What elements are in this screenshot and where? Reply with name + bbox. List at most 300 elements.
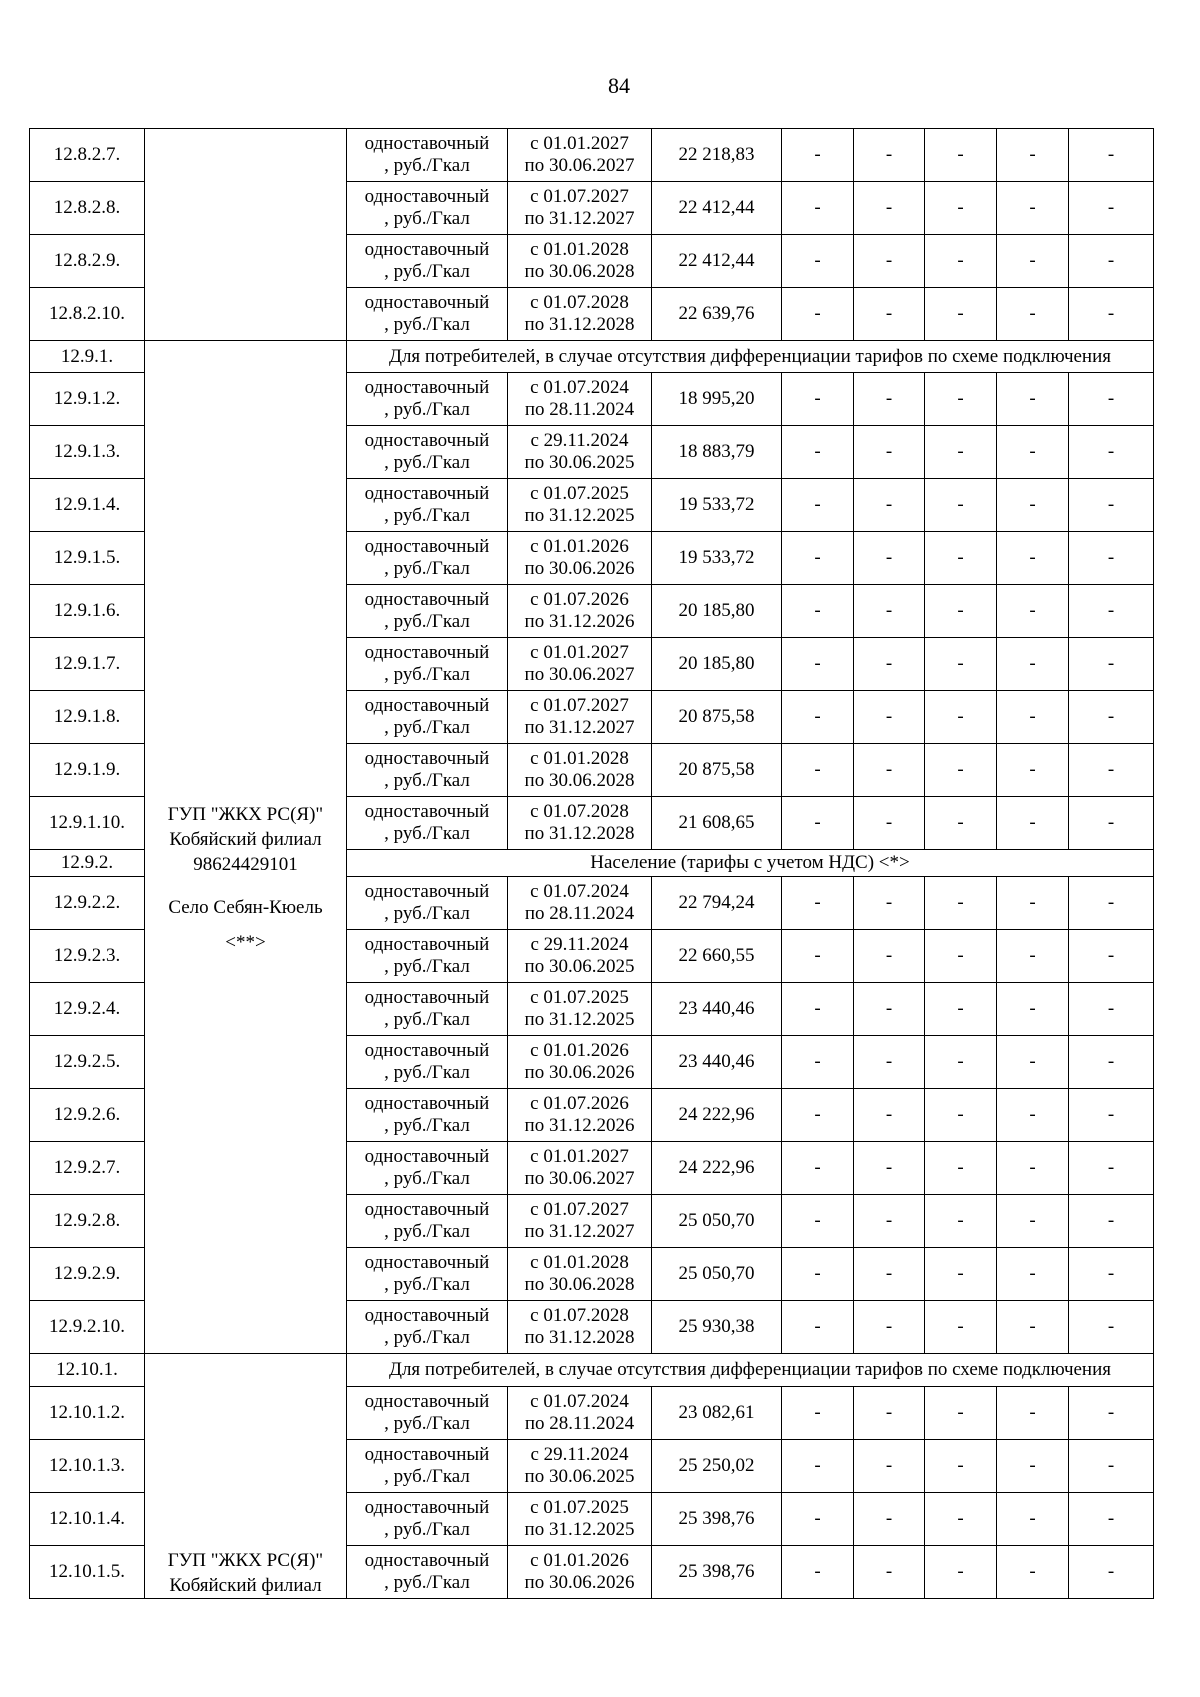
- period-to: по 31.12.2028: [524, 314, 635, 335]
- organization-paragraph: [147, 802, 344, 877]
- organization-cell: [145, 341, 347, 1354]
- period-from: с 01.01.2028: [530, 239, 629, 260]
- dash-cell: -: [925, 877, 997, 930]
- tariff-type: одноставочный: [364, 987, 490, 1008]
- tariff-type-cell: [347, 1036, 508, 1089]
- dash-cell: -: [925, 532, 997, 585]
- period-to: по 30.06.2028: [524, 770, 635, 791]
- tariff-unit: , руб./Гкал: [384, 1274, 470, 1295]
- tariff-type-cell: [347, 1440, 508, 1493]
- row-number: 12.9.1.: [30, 341, 145, 373]
- tariff-unit: , руб./Гкал: [384, 558, 470, 579]
- organization-line: Кобяйский филиал: [169, 1575, 322, 1596]
- tariff-type: одноставочный: [364, 1497, 490, 1518]
- dash-cell: -: [1069, 426, 1154, 479]
- tariff-unit: , руб./Гкал: [384, 314, 470, 335]
- dash-cell: -: [997, 1387, 1069, 1440]
- dash-cell: -: [782, 1546, 854, 1599]
- tariff-unit: , руб./Гкал: [384, 1168, 470, 1189]
- dash-cell: -: [854, 1493, 925, 1546]
- dash-cell: -: [925, 691, 997, 744]
- tariff-value: 25 930,38: [652, 1301, 782, 1354]
- row-number: 12.9.2.9.: [30, 1248, 145, 1301]
- period-cell: [508, 1142, 652, 1195]
- dash-cell: -: [1069, 1493, 1154, 1546]
- tariff-type-cell: [347, 532, 508, 585]
- dash-cell: -: [997, 1546, 1069, 1599]
- row-number: 12.9.2.2.: [30, 877, 145, 930]
- dash-cell: -: [782, 1440, 854, 1493]
- tariff-value: 22 639,76: [652, 288, 782, 341]
- tariff-table: [29, 128, 1154, 1599]
- dash-cell: -: [782, 638, 854, 691]
- tariff-type: одноставочный: [364, 186, 490, 207]
- dash-cell: -: [925, 1301, 997, 1354]
- dash-cell: -: [854, 797, 925, 850]
- dash-cell: -: [1069, 235, 1154, 288]
- dash-cell: -: [997, 797, 1069, 850]
- period-to: по 31.12.2027: [524, 1221, 635, 1242]
- dash-cell: -: [782, 983, 854, 1036]
- period-from: с 01.07.2024: [530, 377, 629, 398]
- tariff-unit: , руб./Гкал: [384, 1572, 470, 1593]
- period-cell: [508, 1248, 652, 1301]
- period-from: с 01.07.2025: [530, 483, 629, 504]
- dash-cell: -: [854, 638, 925, 691]
- tariff-type-cell: [347, 638, 508, 691]
- dash-cell: -: [854, 235, 925, 288]
- period-to: по 31.12.2026: [524, 1115, 635, 1136]
- dash-cell: -: [854, 1301, 925, 1354]
- tariff-type-cell: [347, 1301, 508, 1354]
- dash-cell: -: [925, 1387, 997, 1440]
- tariff-type-cell: [347, 479, 508, 532]
- tariff-value: 25 050,70: [652, 1248, 782, 1301]
- dash-cell: -: [997, 129, 1069, 182]
- dash-cell: -: [782, 1301, 854, 1354]
- section-row: [30, 341, 1154, 373]
- dash-cell: -: [997, 983, 1069, 1036]
- period-to: по 28.11.2024: [524, 1413, 635, 1434]
- dash-cell: -: [997, 1089, 1069, 1142]
- dash-cell: -: [854, 1195, 925, 1248]
- tariff-unit: , руб./Гкал: [384, 155, 470, 176]
- dash-cell: -: [997, 1301, 1069, 1354]
- organization-paragraph: [147, 895, 344, 920]
- dash-cell: -: [1069, 1440, 1154, 1493]
- period-to: по 30.06.2027: [524, 155, 635, 176]
- dash-cell: -: [997, 1036, 1069, 1089]
- period-cell: [508, 1089, 652, 1142]
- period-to: по 31.12.2025: [524, 1009, 635, 1030]
- dash-cell: -: [997, 1440, 1069, 1493]
- dash-cell: -: [782, 1387, 854, 1440]
- period-cell: [508, 129, 652, 182]
- period-to: по 30.06.2026: [524, 1572, 635, 1593]
- dash-cell: -: [997, 1142, 1069, 1195]
- dash-cell: -: [782, 479, 854, 532]
- tariff-type: одноставочный: [364, 881, 490, 902]
- tariff-unit: , руб./Гкал: [384, 1009, 470, 1030]
- row-number: 12.9.2.: [30, 850, 145, 877]
- dash-cell: -: [925, 1089, 997, 1142]
- row-number: 12.10.1.5.: [30, 1546, 145, 1599]
- dash-cell: -: [925, 182, 997, 235]
- tariff-unit: , руб./Гкал: [384, 1221, 470, 1242]
- period-from: с 01.07.2028: [530, 1305, 629, 1326]
- tariff-unit: , руб./Гкал: [384, 956, 470, 977]
- row-number: 12.9.1.7.: [30, 638, 145, 691]
- tariff-value: 23 082,61: [652, 1387, 782, 1440]
- dash-cell: -: [854, 1248, 925, 1301]
- dash-cell: -: [1069, 288, 1154, 341]
- dash-cell: -: [925, 1546, 997, 1599]
- period-from: с 29.11.2024: [530, 934, 629, 955]
- dash-cell: -: [1069, 691, 1154, 744]
- tariff-value: 24 222,96: [652, 1089, 782, 1142]
- tariff-type: одноставочный: [364, 483, 490, 504]
- period-to: по 31.12.2028: [524, 823, 635, 844]
- tariff-value: 19 533,72: [652, 532, 782, 585]
- period-from: с 01.07.2028: [530, 801, 629, 822]
- tariff-type: одноставочный: [364, 1444, 490, 1465]
- dash-cell: -: [782, 744, 854, 797]
- table-row: [30, 129, 1154, 182]
- tariff-value: 19 533,72: [652, 479, 782, 532]
- tariff-type-cell: [347, 235, 508, 288]
- tariff-type: одноставочный: [364, 1199, 490, 1220]
- period-from: с 01.07.2026: [530, 1093, 629, 1114]
- period-cell: [508, 638, 652, 691]
- organization-paragraph: [147, 1548, 344, 1598]
- dash-cell: -: [1069, 983, 1154, 1036]
- dash-cell: -: [782, 235, 854, 288]
- dash-cell: -: [997, 1195, 1069, 1248]
- dash-cell: -: [782, 585, 854, 638]
- dash-cell: -: [997, 288, 1069, 341]
- tariff-type-cell: [347, 288, 508, 341]
- dash-cell: -: [925, 1195, 997, 1248]
- period-cell: [508, 288, 652, 341]
- tariff-unit: , руб./Гкал: [384, 903, 470, 924]
- row-number: 12.9.1.3.: [30, 426, 145, 479]
- tariff-type: одноставочный: [364, 934, 490, 955]
- period-from: с 01.07.2025: [530, 1497, 629, 1518]
- organization-line: ГУП "ЖКХ РС(Я)": [167, 1550, 324, 1571]
- tariff-unit: , руб./Гкал: [384, 823, 470, 844]
- dash-cell: -: [997, 691, 1069, 744]
- tariff-unit: , руб./Гкал: [384, 505, 470, 526]
- dash-cell: -: [854, 1142, 925, 1195]
- period-from: с 01.01.2027: [530, 133, 629, 154]
- row-number: 12.8.2.8.: [30, 182, 145, 235]
- tariff-type-cell: [347, 1248, 508, 1301]
- tariff-type-cell: [347, 1387, 508, 1440]
- tariff-unit: , руб./Гкал: [384, 1115, 470, 1136]
- organization-cell: [145, 129, 347, 341]
- dash-cell: -: [854, 1546, 925, 1599]
- dash-cell: -: [1069, 1195, 1154, 1248]
- tariff-unit: , руб./Гкал: [384, 611, 470, 632]
- organization-line: 98624429101: [193, 854, 298, 875]
- tariff-value: 18 883,79: [652, 426, 782, 479]
- row-number: 12.9.2.5.: [30, 1036, 145, 1089]
- dash-cell: -: [782, 532, 854, 585]
- dash-cell: -: [1069, 182, 1154, 235]
- tariff-type: одноставочный: [364, 1093, 490, 1114]
- dash-cell: -: [782, 1493, 854, 1546]
- dash-cell: -: [925, 797, 997, 850]
- dash-cell: -: [854, 182, 925, 235]
- row-number: 12.9.2.3.: [30, 930, 145, 983]
- dash-cell: -: [854, 691, 925, 744]
- row-number: 12.8.2.10.: [30, 288, 145, 341]
- period-from: с 01.07.2025: [530, 987, 629, 1008]
- dash-cell: -: [997, 532, 1069, 585]
- dash-cell: -: [997, 426, 1069, 479]
- tariff-value: 20 185,80: [652, 638, 782, 691]
- dash-cell: -: [997, 1248, 1069, 1301]
- period-cell: [508, 744, 652, 797]
- tariff-value: 25 250,02: [652, 1440, 782, 1493]
- row-number: 12.10.1.3.: [30, 1440, 145, 1493]
- period-from: с 29.11.2024: [530, 1444, 629, 1465]
- period-from: с 01.01.2028: [530, 1252, 629, 1273]
- dash-cell: -: [854, 288, 925, 341]
- period-cell: [508, 479, 652, 532]
- row-number: 12.9.1.9.: [30, 744, 145, 797]
- dash-cell: -: [1069, 1387, 1154, 1440]
- tariff-unit: , руб./Гкал: [384, 1466, 470, 1487]
- period-from: с 01.07.2026: [530, 589, 629, 610]
- period-cell: [508, 1195, 652, 1248]
- dash-cell: -: [997, 373, 1069, 426]
- period-cell: [508, 1036, 652, 1089]
- tariff-unit: , руб./Гкал: [384, 664, 470, 685]
- dash-cell: -: [925, 930, 997, 983]
- dash-cell: -: [1069, 1301, 1154, 1354]
- dash-cell: -: [997, 877, 1069, 930]
- dash-cell: -: [782, 877, 854, 930]
- period-to: по 30.06.2025: [524, 1466, 635, 1487]
- tariff-type: одноставочный: [364, 1550, 490, 1571]
- period-to: по 31.12.2027: [524, 717, 635, 738]
- period-cell: [508, 426, 652, 479]
- tariff-unit: , руб./Гкал: [384, 261, 470, 282]
- dash-cell: -: [782, 129, 854, 182]
- tariff-type-cell: [347, 182, 508, 235]
- tariff-type: одноставочный: [364, 1305, 490, 1326]
- tariff-type-cell: [347, 373, 508, 426]
- period-to: по 30.06.2028: [524, 261, 635, 282]
- organization-line: Кобяйский филиал: [169, 829, 322, 850]
- dash-cell: -: [925, 426, 997, 479]
- dash-cell: -: [1069, 1036, 1154, 1089]
- row-number: 12.9.1.8.: [30, 691, 145, 744]
- dash-cell: -: [925, 983, 997, 1036]
- dash-cell: -: [782, 930, 854, 983]
- period-cell: [508, 691, 652, 744]
- tariff-unit: , руб./Гкал: [384, 717, 470, 738]
- period-to: по 30.06.2025: [524, 956, 635, 977]
- period-from: с 01.07.2028: [530, 292, 629, 313]
- tariff-table-body: [30, 129, 1154, 1599]
- dash-cell: -: [1069, 1546, 1154, 1599]
- period-from: с 01.07.2024: [530, 1391, 629, 1412]
- page-number: 84: [608, 73, 630, 98]
- dash-cell: -: [854, 373, 925, 426]
- tariff-type-cell: [347, 1142, 508, 1195]
- period-cell: [508, 983, 652, 1036]
- tariff-unit: , руб./Гкал: [384, 1327, 470, 1348]
- period-cell: [508, 235, 652, 288]
- dash-cell: -: [1069, 532, 1154, 585]
- row-number: 12.8.2.7.: [30, 129, 145, 182]
- tariff-value: 25 398,76: [652, 1546, 782, 1599]
- row-number: 12.10.1.2.: [30, 1387, 145, 1440]
- period-from: с 01.01.2026: [530, 1550, 629, 1571]
- dash-cell: -: [997, 638, 1069, 691]
- tariff-type: одноставочный: [364, 239, 490, 260]
- dash-cell: -: [782, 182, 854, 235]
- period-to: по 31.12.2026: [524, 611, 635, 632]
- tariff-value: 24 222,96: [652, 1142, 782, 1195]
- period-to: по 31.12.2025: [524, 1519, 635, 1540]
- period-to: по 31.12.2028: [524, 1327, 635, 1348]
- row-number: 12.9.2.6.: [30, 1089, 145, 1142]
- dash-cell: -: [1069, 638, 1154, 691]
- row-number: 12.8.2.9.: [30, 235, 145, 288]
- dash-cell: -: [925, 744, 997, 797]
- dash-cell: -: [854, 1036, 925, 1089]
- tariff-type-cell: [347, 877, 508, 930]
- period-from: с 01.01.2027: [530, 1146, 629, 1167]
- tariff-value: 20 875,58: [652, 691, 782, 744]
- tariff-value: 18 995,20: [652, 373, 782, 426]
- dash-cell: -: [854, 930, 925, 983]
- tariff-type-cell: [347, 983, 508, 1036]
- tariff-type: одноставочный: [364, 377, 490, 398]
- tariff-value: 22 412,44: [652, 182, 782, 235]
- tariff-value: 22 412,44: [652, 235, 782, 288]
- tariff-type-cell: [347, 744, 508, 797]
- tariff-unit: , руб./Гкал: [384, 452, 470, 473]
- dash-cell: -: [997, 182, 1069, 235]
- dash-cell: -: [997, 585, 1069, 638]
- row-number: 12.9.1.6.: [30, 585, 145, 638]
- dash-cell: -: [854, 744, 925, 797]
- dash-cell: -: [782, 1036, 854, 1089]
- section-title: Для потребителей, в случае отсутствия дифференциации тарифов по схеме подключения: [347, 341, 1154, 373]
- period-to: по 28.11.2024: [524, 399, 635, 420]
- section-title: Население (тарифы с учетом НДС) <*>: [347, 850, 1154, 877]
- tariff-value: 25 398,76: [652, 1493, 782, 1546]
- period-to: по 31.12.2027: [524, 208, 635, 229]
- dash-cell: -: [925, 235, 997, 288]
- dash-cell: -: [925, 638, 997, 691]
- tariff-type-cell: [347, 129, 508, 182]
- dash-cell: -: [1069, 479, 1154, 532]
- row-number: 12.9.2.4.: [30, 983, 145, 1036]
- dash-cell: -: [854, 1387, 925, 1440]
- dash-cell: -: [997, 1493, 1069, 1546]
- dash-cell: -: [925, 129, 997, 182]
- dash-cell: -: [925, 373, 997, 426]
- period-to: по 30.06.2026: [524, 558, 635, 579]
- dash-cell: -: [782, 797, 854, 850]
- period-from: с 01.01.2026: [530, 1040, 629, 1061]
- period-cell: [508, 373, 652, 426]
- organization-line: Село Себян-Кюель: [168, 897, 323, 918]
- organization-cell: [145, 1354, 347, 1599]
- tariff-unit: , руб./Гкал: [384, 208, 470, 229]
- dash-cell: -: [854, 129, 925, 182]
- tariff-unit: , руб./Гкал: [384, 1062, 470, 1083]
- tariff-type: одноставочный: [364, 642, 490, 663]
- section-row: [30, 1354, 1154, 1387]
- dash-cell: -: [925, 1440, 997, 1493]
- dash-cell: -: [925, 1036, 997, 1089]
- tariff-value: 22 660,55: [652, 930, 782, 983]
- dash-cell: -: [997, 744, 1069, 797]
- dash-cell: -: [1069, 797, 1154, 850]
- tariff-unit: , руб./Гкал: [384, 1413, 470, 1434]
- tariff-value: 20 185,80: [652, 585, 782, 638]
- dash-cell: -: [782, 1195, 854, 1248]
- tariff-value: 20 875,58: [652, 744, 782, 797]
- tariff-value: 22 794,24: [652, 877, 782, 930]
- tariff-type: одноставочный: [364, 801, 490, 822]
- row-number: 12.9.2.10.: [30, 1301, 145, 1354]
- tariff-type: одноставочный: [364, 695, 490, 716]
- row-number: 12.10.1.: [30, 1354, 145, 1387]
- tariff-type-cell: [347, 691, 508, 744]
- dash-cell: -: [1069, 373, 1154, 426]
- period-to: по 28.11.2024: [524, 903, 635, 924]
- row-number: 12.10.1.4.: [30, 1493, 145, 1546]
- tariff-type-cell: [347, 1546, 508, 1599]
- dash-cell: -: [997, 930, 1069, 983]
- dash-cell: -: [1069, 930, 1154, 983]
- dash-cell: -: [1069, 744, 1154, 797]
- period-cell: [508, 877, 652, 930]
- period-cell: [508, 930, 652, 983]
- dash-cell: -: [782, 1089, 854, 1142]
- dash-cell: -: [854, 532, 925, 585]
- organization-line: ГУП "ЖКХ РС(Я)": [167, 804, 324, 825]
- tariff-unit: , руб./Гкал: [384, 399, 470, 420]
- dash-cell: -: [925, 1248, 997, 1301]
- period-cell: [508, 532, 652, 585]
- dash-cell: -: [854, 877, 925, 930]
- period-cell: [508, 182, 652, 235]
- dash-cell: -: [925, 479, 997, 532]
- tariff-type-cell: [347, 1493, 508, 1546]
- dash-cell: -: [854, 479, 925, 532]
- dash-cell: -: [782, 1248, 854, 1301]
- tariff-value: 23 440,46: [652, 1036, 782, 1089]
- dash-cell: -: [1069, 1089, 1154, 1142]
- tariff-type: одноставочный: [364, 1391, 490, 1412]
- dash-cell: -: [1069, 585, 1154, 638]
- tariff-type-cell: [347, 1089, 508, 1142]
- tariff-value: 23 440,46: [652, 983, 782, 1036]
- period-cell: [508, 1546, 652, 1599]
- period-from: с 01.07.2027: [530, 1199, 629, 1220]
- period-cell: [508, 1301, 652, 1354]
- tariff-type-cell: [347, 585, 508, 638]
- dash-cell: -: [782, 1142, 854, 1195]
